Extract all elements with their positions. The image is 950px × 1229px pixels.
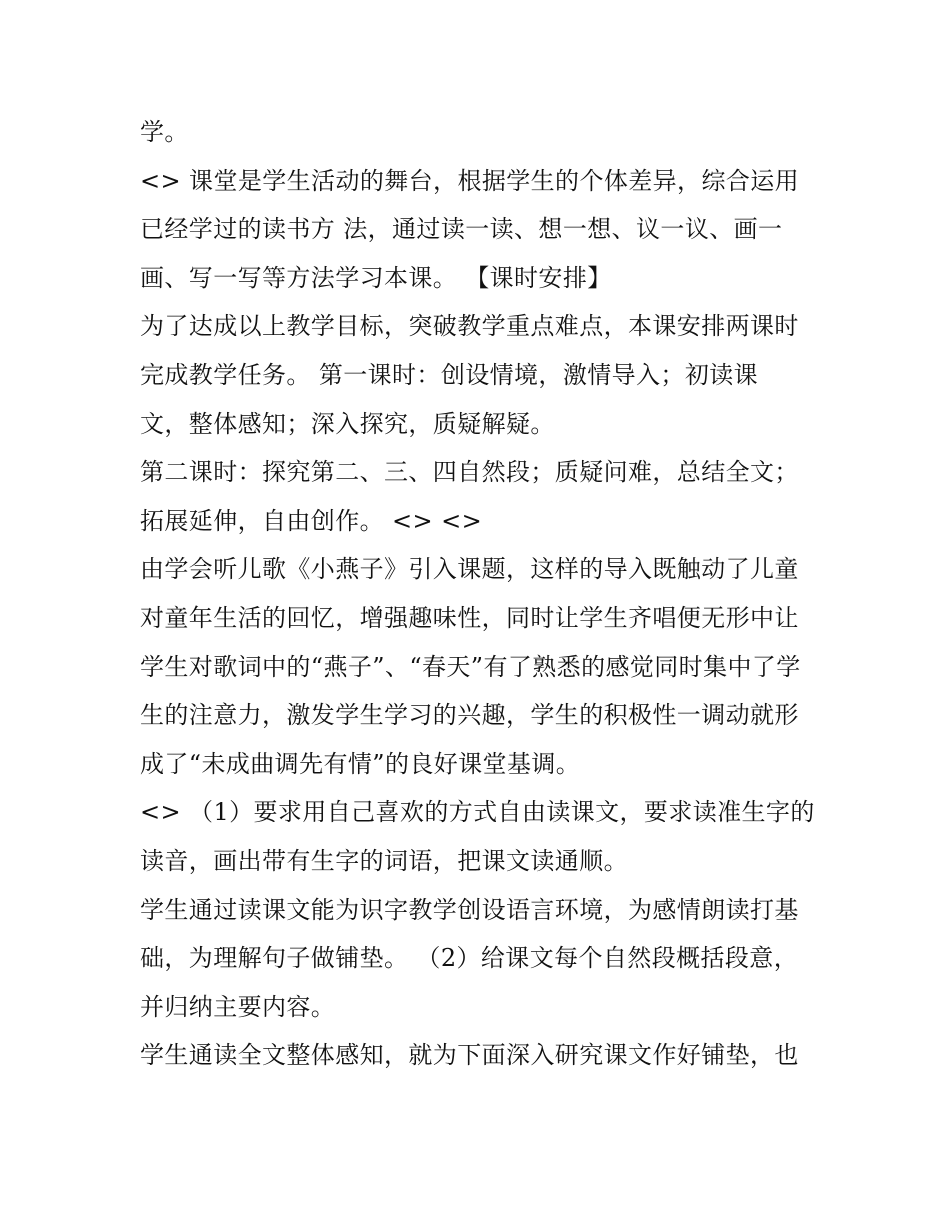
- text-line: 读音，画出带有生字的词语，把课文读通顺。: [140, 846, 628, 875]
- text-line: 为了达成以上教学目标，突破教学重点难点，本课安排两课时: [140, 312, 799, 341]
- text-line: <> 课堂是学生活动的舞台，根据学生的个体差异，综合运用: [140, 166, 800, 195]
- body-text: [140, 108, 830, 1080]
- text-line: 文，整体感知；深入探究，质疑解疑。: [140, 409, 555, 438]
- text-line: 学生通读全文整体感知，就为下面深入研究课文作好铺垫，也: [140, 1041, 799, 1070]
- text-line: 完成教学任务。 第一课时：创设情境，激情导入；初读课: [140, 360, 759, 389]
- text-line: 拓展延伸，自由创作。 <> <>: [140, 506, 483, 535]
- text-line: 已经学过的读书方 法，通过读一读、想一想、议一议、画一: [140, 215, 783, 244]
- text-line: 并归纳主要内容。: [140, 992, 336, 1021]
- text-line: 学。: [140, 118, 189, 146]
- text-line: 画、写一写等方法学习本课。 【课时安排】: [140, 263, 612, 292]
- text-line: 对童年生活的回忆，增强趣味性，同时让学生齐唱便无形中让: [140, 603, 799, 632]
- text-line: 学生通过读课文能为识字教学创设语言环境，为感情朗读打基: [140, 895, 799, 924]
- text-line: 第二课时：探究第二、三、四自然段；质疑问难，总结全文；: [140, 458, 799, 487]
- text-line: 学生对歌词中的“燕子”、“春天”有了熟悉的感觉同时集中了学: [140, 652, 801, 681]
- text-line: 生的注意力，激发学生学习的兴趣，学生的积极性一调动就形: [140, 701, 799, 730]
- text-line: 础，为理解句子做铺垫。 （2）给课文每个自然段概括段意，: [140, 944, 799, 973]
- text-line: 成了“未成曲调先有情”的良好课堂基调。: [140, 749, 581, 778]
- text-line: 由学会听儿歌《小燕子》引入课题，这样的导入既触动了儿童: [140, 555, 799, 584]
- text-line: <> （1）要求用自己喜欢的方式自由读课文，要求读准生字的: [140, 798, 815, 827]
